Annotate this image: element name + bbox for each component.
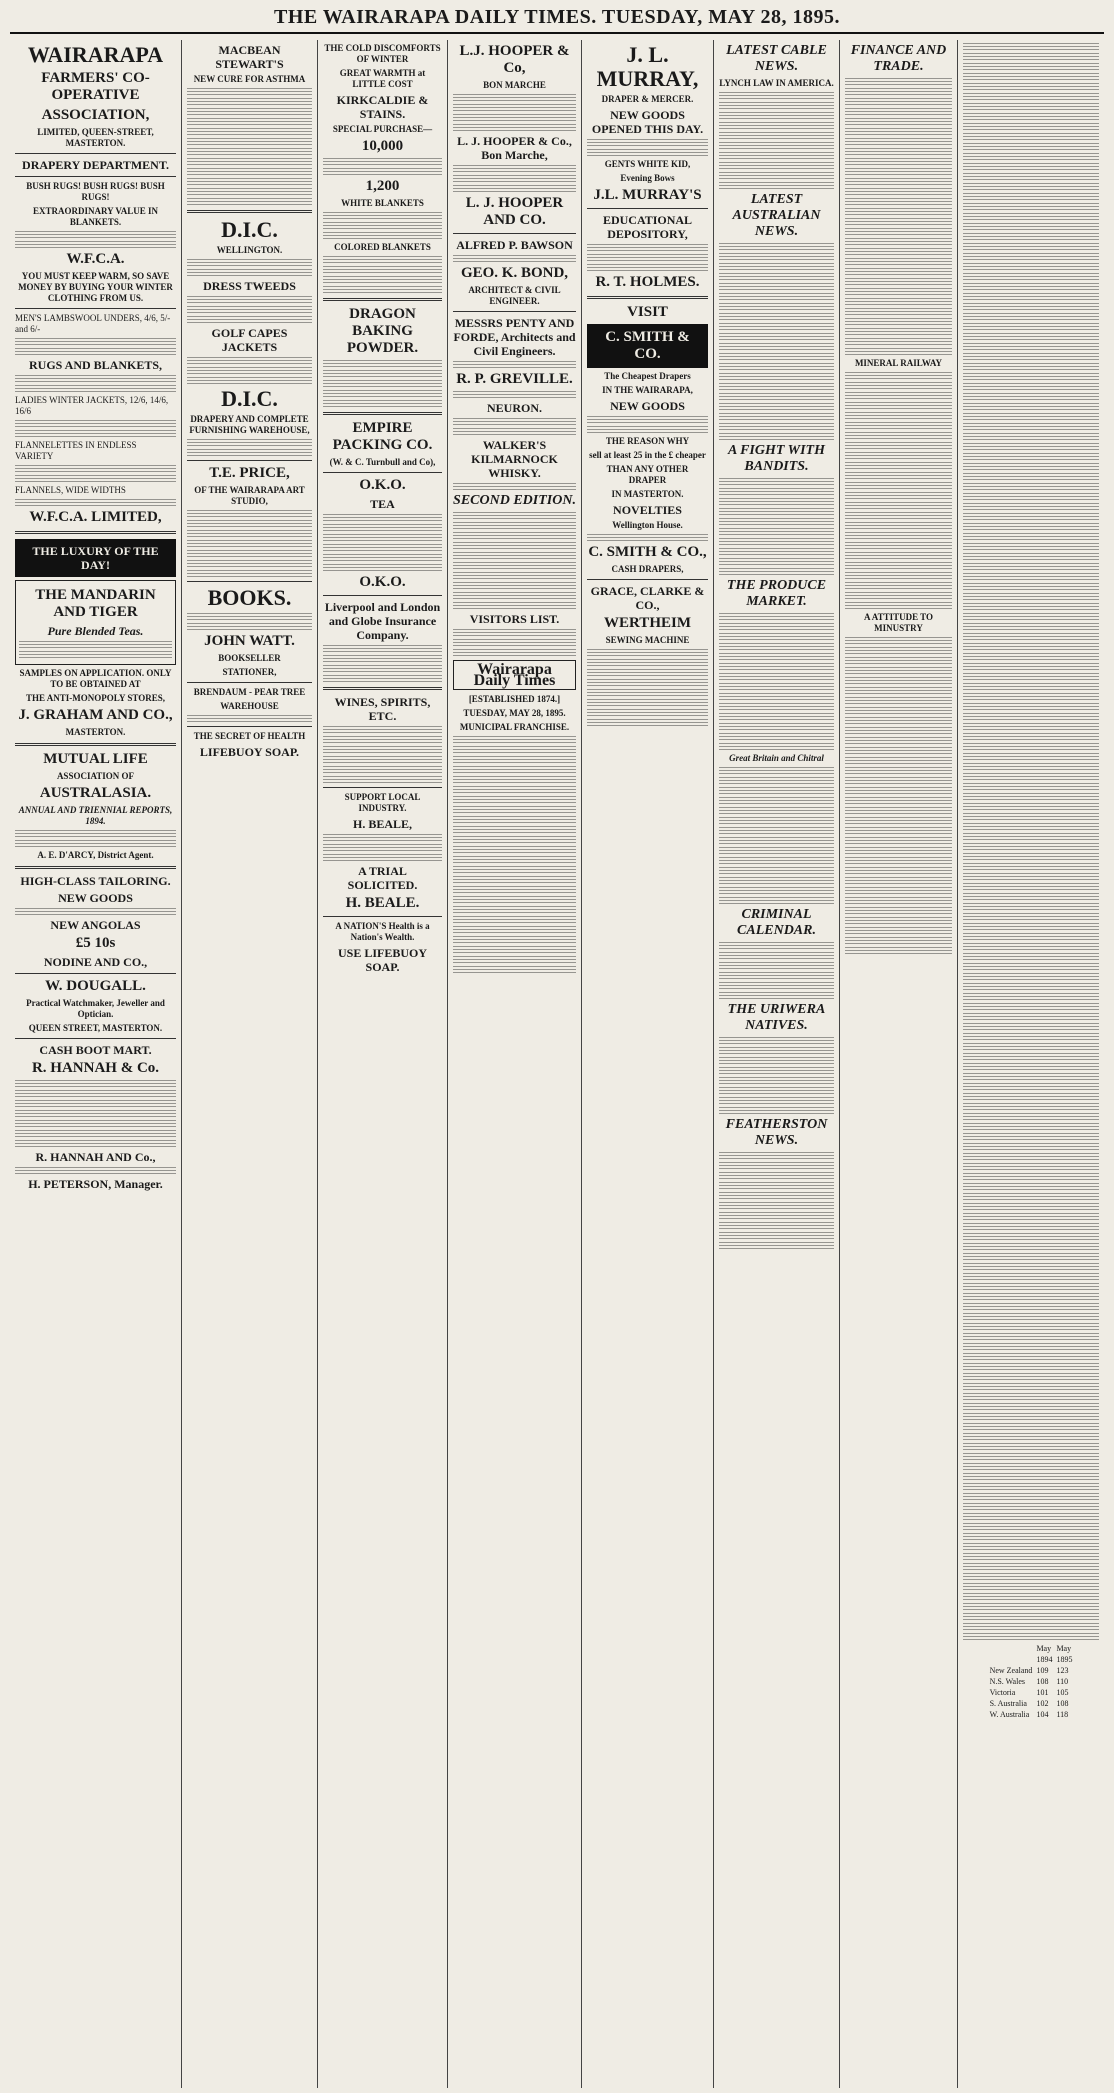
hooper-3: L. J. HOOPER AND CO. (465, 195, 564, 228)
dic: D.I.C. (221, 217, 278, 242)
table-cell: 108 (1036, 1677, 1049, 1686)
table-cell: 1894 (1036, 1655, 1053, 1664)
nodine: NODINE AND CO., (43, 955, 148, 969)
wfca-head-3: ASSOCIATION, (41, 107, 150, 123)
table-cell: 104 (1036, 1710, 1049, 1719)
kirkcaldie: KIRKCALDIE & STAINS. (336, 93, 429, 121)
blended-teas: Pure Blended Teas. (47, 624, 144, 638)
cash-boot-mart: CASH BOOT MART. (39, 1043, 152, 1057)
table-cell: May (1036, 1644, 1052, 1653)
n-10000: 10,000 (361, 138, 404, 154)
urewera-natives: THE URIWERA NATIVES. (727, 1002, 826, 1033)
dic-2: D.I.C. (221, 386, 278, 411)
column-7 (840, 40, 958, 2088)
dic-wellington: WELLINGTON. (216, 245, 283, 255)
mens-unders: MEN'S LAMBSWOOL UNDERS, 4/6, 5/- and 6/- (15, 313, 171, 334)
turnbull: (W. & C. Turnbull and Co), (329, 457, 436, 467)
beale-2: H. BEALE. (345, 895, 420, 911)
new-angolas: NEW ANGOLAS (50, 918, 141, 932)
grace-clarke: GRACE, CLARKE & CO., (590, 584, 705, 612)
table-cell: 110 (1056, 1677, 1069, 1686)
reason-why: THE REASON WHY (605, 436, 690, 446)
visit: VISIT (627, 304, 668, 320)
rt-holmes: R. T. HOLMES. (595, 274, 700, 290)
graham: J. GRAHAM AND CO., (18, 707, 173, 723)
bookseller: BOOKSELLER (218, 653, 281, 663)
column-1 (10, 40, 182, 2088)
paper-nameplate: Wairarapa Daily Times (453, 660, 576, 690)
table-cell: 108 (1056, 1699, 1069, 1708)
samples: SAMPLES ON APPLICATION. ONLY TO BE OBTAINED AT (19, 668, 172, 689)
darcy-agent: A. E. D'ARCY, District Agent. (37, 850, 154, 860)
table-cell: 101 (1036, 1688, 1049, 1697)
evening-bows: Evening Bows (620, 173, 675, 183)
wertheim: WERTHEIM (604, 615, 691, 631)
fight-with-bandits: A FIGHT WITH BANDITS. (728, 443, 825, 474)
luxury-banner: THE LUXURY OF THE DAY! (15, 539, 176, 577)
keep-warm: YOU MUST KEEP WARM, SO SAVE MONEY BY BUYING YOUR WINTER CLOTHING FROM US. (18, 271, 173, 303)
latest-australian-news: LATEST AUSTRALIAN NEWS. (732, 192, 821, 239)
peterson: H. PETERSON, Manager. (28, 1177, 163, 1191)
neuron: NEURON. (486, 401, 542, 415)
trial-solicited: A TRIAL SOLICITED. (347, 864, 418, 892)
novelties: NOVELTIES (613, 503, 682, 517)
tailoring-new-goods: NEW GOODS (58, 891, 133, 905)
educational-depository: EDUCATIONAL DEPOSITORY, (602, 213, 693, 241)
table-row (988, 1709, 1075, 1720)
asthma-cure: NEW CURE FOR ASTHMA (193, 74, 306, 84)
golf-capes: GOLF CAPES JACKETS (211, 326, 288, 354)
drapery-furnishing: DRAPERY AND COMPLETE FURNISHING WAREHOUSE, (189, 414, 310, 435)
bon-marche: BON MARCHE (483, 80, 546, 90)
cash-drapers: CASH DRAPERS, (611, 564, 684, 574)
colored-blankets: COLORED BLANKETS (334, 242, 431, 252)
graham-town: MASTERTON. (65, 727, 126, 737)
wfca-limited: W.F.C.A. LIMITED, (29, 509, 162, 525)
queen-street: QUEEN STREET, MASTERTON. (28, 1023, 163, 1033)
hooper: L.J. HOOPER & Co, (459, 43, 570, 76)
bush-rugs: BUSH RUGS! BUSH RUGS! BUSH RUGS! (26, 181, 165, 202)
masthead-title: THE WAIRARAPA DAILY TIMES. TUESDAY, MAY 28, 1895. (274, 6, 840, 28)
n-1200: 1,200 (365, 178, 400, 194)
geo-bond: GEO. K. BOND, (460, 265, 569, 281)
table-cell: May (1056, 1644, 1072, 1653)
other-draper: THAN ANY OTHER DRAPER (606, 464, 689, 485)
finance-and-trade: FINANCE AND TRADE. (850, 43, 947, 74)
sell-cheaper: sell at least 25 in the £ cheaper (589, 450, 706, 460)
lynch-law: LYNCH LAW IN AMERICA. (719, 78, 834, 88)
lifebuoy-2: LIFEBUOY SOAP. (199, 745, 300, 759)
table-row (988, 1687, 1075, 1698)
jl-murray: J. L. MURRAY, (596, 42, 699, 91)
suit-price: £5 10s (75, 935, 116, 951)
john-watt: JOHN WATT. (204, 633, 295, 649)
in-masterton: IN MASTERTON. (611, 489, 684, 499)
masthead (10, 6, 1104, 34)
sewing-machine: SEWING MACHINE (605, 635, 690, 645)
warehouse: WAREHOUSE (220, 701, 279, 711)
jl-murrays: J.L. MURRAY'S (593, 187, 702, 203)
cheapest-drapers: The Cheapest Drapers (604, 371, 691, 381)
table-cell: 123 (1056, 1666, 1069, 1675)
anti-monopoly: THE ANTI-MONOPOLY STORES, (26, 693, 165, 703)
table-row (988, 1698, 1075, 1709)
australasia: AUSTRALASIA. (39, 785, 152, 801)
latest-cable-news: LATEST CABLE NEWS. (726, 43, 827, 74)
support-local: SUPPORT LOCAL INDUSTRY. (344, 792, 421, 813)
price-table (988, 1643, 1075, 1720)
visitors-list: VISITORS LIST. (469, 612, 560, 626)
table-cell: N.S. Wales (989, 1677, 1025, 1686)
draper-mercer: DRAPER & MERCER. (601, 94, 694, 104)
tailoring: HIGH-CLASS TAILORING. (20, 874, 171, 888)
wfca-head: WAIRARAPA (27, 42, 164, 67)
annual-reports: ANNUAL AND TRIENNIAL REPORTS, 1894. (18, 805, 173, 826)
penty-forde: MESSRS PENTY AND FORDE, Architects and Civil Engineers. (453, 316, 576, 358)
table-row (988, 1665, 1075, 1676)
watchmaker: Practical Watchmaker, Jeweller and Optician. (26, 998, 165, 1019)
established: [ESTABLISHED 1874.] (468, 694, 561, 704)
dragon-powder: DRAGON BAKING POWDER. (346, 306, 419, 356)
column-3 (318, 40, 448, 2088)
table-cell (988, 1654, 1035, 1665)
flannels: FLANNELS, WIDE WIDTHS (15, 485, 126, 495)
wfca-sub: LIMITED, QUEEN-STREET, MASTERTON. (37, 127, 154, 148)
table-cell (988, 1643, 1035, 1654)
table-cell: Victoria (989, 1688, 1016, 1697)
wfca-mark: W.F.C.A. (66, 251, 125, 267)
architect: ARCHITECT & CIVIL ENGINEER. (468, 285, 561, 306)
hooper-2: L. J. HOOPER & Co., Bon Marche, (457, 134, 572, 162)
mutual-assoc: ASSOCIATION OF (56, 771, 135, 781)
wfca-head-2: FARMERS' CO-OPERATIVE (41, 70, 150, 103)
table-cell: New Zealand (989, 1666, 1033, 1675)
table-cell: S. Australia (989, 1699, 1027, 1708)
mutual-life: MUTUAL LIFE (43, 751, 148, 767)
great-warmth: GREAT WARMTH at LITTLE COST (339, 68, 426, 89)
nations-health: A NATION'S Health is a Nation's Wealth. (335, 921, 430, 942)
mandarin-box (15, 580, 176, 665)
special-purchase: SPECIAL PURCHASE— (332, 124, 433, 134)
beale: H. BEALE, (352, 817, 412, 831)
pear-tree: BRENDAUM - PEAR TREE (193, 687, 306, 697)
flannelettes: FLANNELETTES IN ENDLESS VARIETY (15, 440, 137, 461)
books: BOOKS. (207, 585, 292, 610)
table-cell: 1895 (1056, 1655, 1073, 1664)
cold-discomforts: THE COLD DISCOMFORTS OF WINTER (324, 43, 441, 64)
macbean: MACBEAN STEWART'S (215, 43, 284, 71)
table-cell: 105 (1056, 1688, 1069, 1697)
rugs-blankets: RUGS AND BLANKETS, (28, 358, 163, 372)
secret-health: THE SECRET OF HEALTH (193, 731, 306, 741)
oko-1: O.K.O. (359, 477, 406, 493)
column-6 (714, 40, 840, 2088)
greville: R. P. GREVILLE. (456, 371, 573, 387)
stationer: STATIONER, (222, 667, 277, 677)
smith-banner: C. SMITH & CO. (587, 324, 708, 368)
walkers-whisky: WALKER'S KILMARNOCK WHISKY. (471, 438, 558, 480)
table-cell: 109 (1036, 1666, 1049, 1675)
dress-tweeds: DRESS TWEEDS (203, 279, 296, 293)
editorial-date: TUESDAY, MAY 28, 1895. (463, 708, 566, 718)
empire-packing: EMPIRE PACKING CO. (332, 420, 433, 453)
table-cell: W. Australia (989, 1710, 1030, 1719)
table-row (988, 1654, 1075, 1665)
in-wairarapa: IN THE WAIRARAPA, (602, 385, 693, 395)
hannah-2: R. HANNAH AND Co., (35, 1150, 156, 1164)
art-studio: OF THE WAIRARAPA ART STUDIO, (194, 485, 305, 506)
white-blankets: WHITE BLANKETS (341, 198, 424, 208)
lifebuoy: USE LIFEBUOY SOAP. (337, 946, 428, 974)
t-e-price: T.E. PRICE, (209, 465, 290, 481)
oko-2: O.K.O. (359, 574, 406, 590)
columns (10, 40, 1104, 2088)
hannah: R. HANNAH & Co. (31, 1060, 160, 1076)
column-4 (448, 40, 582, 2088)
criminal-calendar: CRIMINAL CALENDAR. (737, 907, 816, 938)
bawson: ALFRED P. BAWSON (456, 238, 573, 252)
table-cell: 118 (1056, 1710, 1069, 1719)
drapery-dept: DRAPERY DEPARTMENT. (22, 158, 169, 172)
mandarin-title: THE MANDARIN AND TIGER (35, 587, 156, 620)
column-5 (582, 40, 714, 2088)
wines-spirits: WINES, SPIRITS, ETC. (334, 695, 431, 723)
smith-new-goods: NEW GOODS (610, 399, 685, 413)
table-row (988, 1643, 1075, 1654)
dougall: W. DOUGALL. (45, 978, 146, 994)
column-8 (958, 40, 1104, 2088)
attitude: A ATTITUDE TO MINUSTRY (863, 612, 934, 633)
gents-white-kid: GENTS WHITE KID, (604, 159, 691, 169)
column-2 (182, 40, 318, 2088)
new-goods-opened: NEW GOODS OPENED THIS DAY. (591, 108, 704, 136)
ladies-jackets: LADIES WINTER JACKETS, 12/6, 14/6, 16/6 (15, 395, 169, 416)
municipal-franchise: MUNICIPAL FRANCHISE. (459, 722, 570, 732)
extraordinary-value: EXTRAORDINARY VALUE IN BLANKETS. (32, 206, 159, 227)
second-edition: SECOND EDITION. (453, 493, 576, 508)
oko-tea: TEA (370, 497, 395, 511)
table-row (988, 1676, 1075, 1687)
wellington-house: Wellington House. (612, 520, 683, 530)
liverpool-insurance: Liverpool and London and Globe Insurance Company. (324, 600, 441, 642)
great-britain-chitral: Great Britain and Chitral (729, 753, 824, 763)
mineral-railway: MINERAL RAILWAY (854, 358, 943, 368)
produce-market: THE PRODUCE MARKET. (726, 578, 827, 609)
featherston-news: FEATHERSTON NEWS. (725, 1117, 828, 1148)
smith-2: C. SMITH & CO., (588, 544, 707, 560)
table-cell: 102 (1036, 1699, 1049, 1708)
